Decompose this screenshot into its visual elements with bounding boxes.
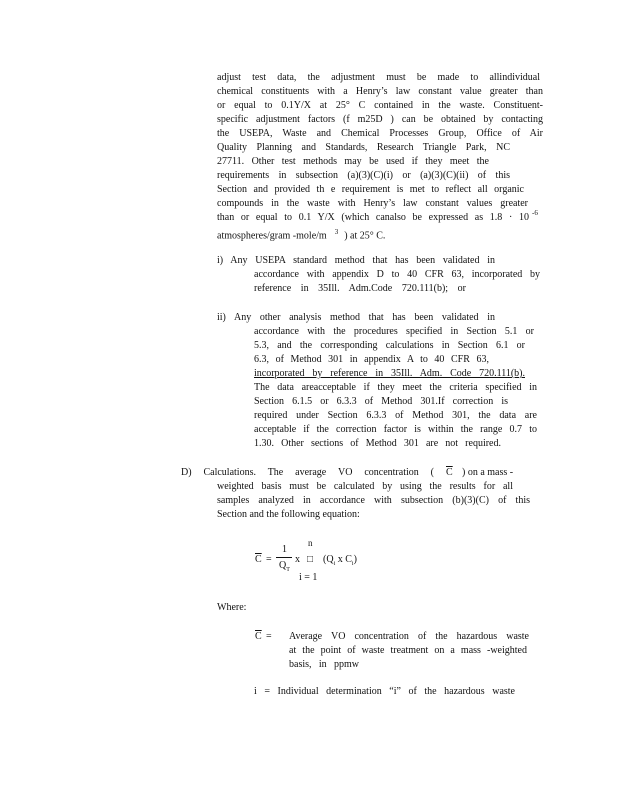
subscript: T bbox=[286, 567, 290, 573]
text-line: D) Calculations. The average VO concentration ( bbox=[181, 467, 434, 478]
summation-term bbox=[323, 554, 357, 570]
text-line: adjust test data, the adjustment must be made to allindividual bbox=[217, 72, 540, 83]
text-line: incorporated by reference in 35Ill. Adm. Code 720.111(b). bbox=[254, 368, 525, 379]
equals-sign: = bbox=[266, 554, 272, 565]
text-line: i) Any USEPA standard method that has been validated in bbox=[217, 255, 495, 266]
text-fragment: ) bbox=[353, 554, 357, 565]
text-line: requirements in subsection (a)(3)(C)(i) or (a)(3)(C)(ii) of this bbox=[217, 170, 510, 181]
text-line: ii) Any other analysis method that has been validated in bbox=[217, 312, 495, 323]
text-line: reference in 35Ill. Adm.Code 720.111(b); or bbox=[254, 283, 466, 294]
where-label: Where: bbox=[217, 602, 247, 613]
c-bar-symbol: $\overline{C}$ bbox=[446, 467, 453, 478]
text-line: required under Section 6.3.3 of Method 301, the data are bbox=[254, 410, 537, 421]
multiply-sign: x bbox=[295, 554, 300, 565]
text-line: 1.30. Other sections of Method 301 are not required. bbox=[254, 438, 501, 449]
text-line: acceptable if the correction factor is within the range 0.7 to bbox=[254, 424, 537, 435]
text-line: Section and provided th e requirement is met to reflect all organic bbox=[217, 184, 524, 195]
text-fragment: ) on a mass - bbox=[462, 467, 514, 478]
text-line: chemical constituents with a Henry’s law constant value greater than bbox=[217, 86, 543, 97]
text-line: samples analyzed in accordance with subsection (b)(3)(C) of this bbox=[217, 495, 530, 506]
superscript: -6 bbox=[532, 209, 538, 217]
text-line: accordance with the procedures specified in Section 5.1 or bbox=[254, 326, 534, 337]
text-line: accordance with appendix D to 40 CFR 63, incorporated by bbox=[254, 269, 540, 280]
text-line bbox=[217, 226, 385, 242]
c-bar-symbol: $\overline{C}$ bbox=[255, 554, 262, 565]
text-line: 27711. Other test methods may be used if they meet the bbox=[217, 156, 489, 167]
text-line: Section 6.1.5 or 6.3.3 of Method 301.If correction is bbox=[254, 396, 508, 407]
text-fragment: atmospheres/gram -mole/m bbox=[217, 230, 327, 242]
text-line: compounds in the waste with Henry’s law constant values greater bbox=[217, 198, 528, 209]
text-fragment: Q bbox=[279, 560, 287, 571]
subscript: i bbox=[333, 561, 336, 567]
superscript: 3 bbox=[334, 228, 339, 236]
sum-upper-limit: n bbox=[308, 538, 313, 548]
text-line: than or equal to 0.1 Y/X (which canalso be expressed as 1.8 · 10 bbox=[217, 212, 529, 223]
text-line: the USEPA, Waste and Chemical Processes Group, Office of Air bbox=[217, 128, 543, 139]
text-fragment: ) at 25° C. bbox=[344, 230, 386, 242]
text-line: Section and the following equation: bbox=[217, 509, 360, 520]
text-line: basis, in ppmw bbox=[289, 659, 359, 670]
text-line: Quality Planning and Standards, Research Triangle Park, NC bbox=[217, 142, 510, 153]
text-line: 6.3, of Method 301 in appendix A to 40 CFR 63, bbox=[254, 354, 489, 365]
text-line: Average VO concentration of the hazardous waste bbox=[289, 631, 529, 642]
sigma-symbol: □ bbox=[307, 554, 314, 565]
text-line: weighted basis must be calculated by using the results for all bbox=[217, 481, 513, 492]
text-line: 5.3, and the corresponding calculations in Section 6.1 or bbox=[254, 340, 525, 351]
denominator bbox=[279, 560, 290, 576]
numerator: 1 bbox=[282, 544, 287, 555]
text-line: i = Individual determination “i” of the hazardous waste bbox=[254, 686, 515, 697]
text-line: or equal to 0.1Y/X at 25° C contained in the waste. Constituent- bbox=[217, 100, 543, 111]
sum-lower-limit: i = 1 bbox=[299, 572, 318, 583]
subscript: i bbox=[351, 561, 354, 567]
text-line: The data areacceptable if they meet the criteria specified in bbox=[254, 382, 537, 393]
text-line: specific adjustment factors (f m25D ) can be obtained by contacting bbox=[217, 114, 543, 125]
text-fragment: x bbox=[337, 554, 343, 565]
fraction-bar bbox=[276, 557, 292, 558]
text-line: at the point of waste treatment on a mass -weighted bbox=[289, 645, 527, 656]
equals-sign: = bbox=[266, 631, 272, 642]
c-bar-symbol: $\overline{C}$ bbox=[255, 631, 262, 642]
text-fragment: C bbox=[345, 554, 352, 565]
text-fragment: (Q bbox=[323, 554, 334, 565]
